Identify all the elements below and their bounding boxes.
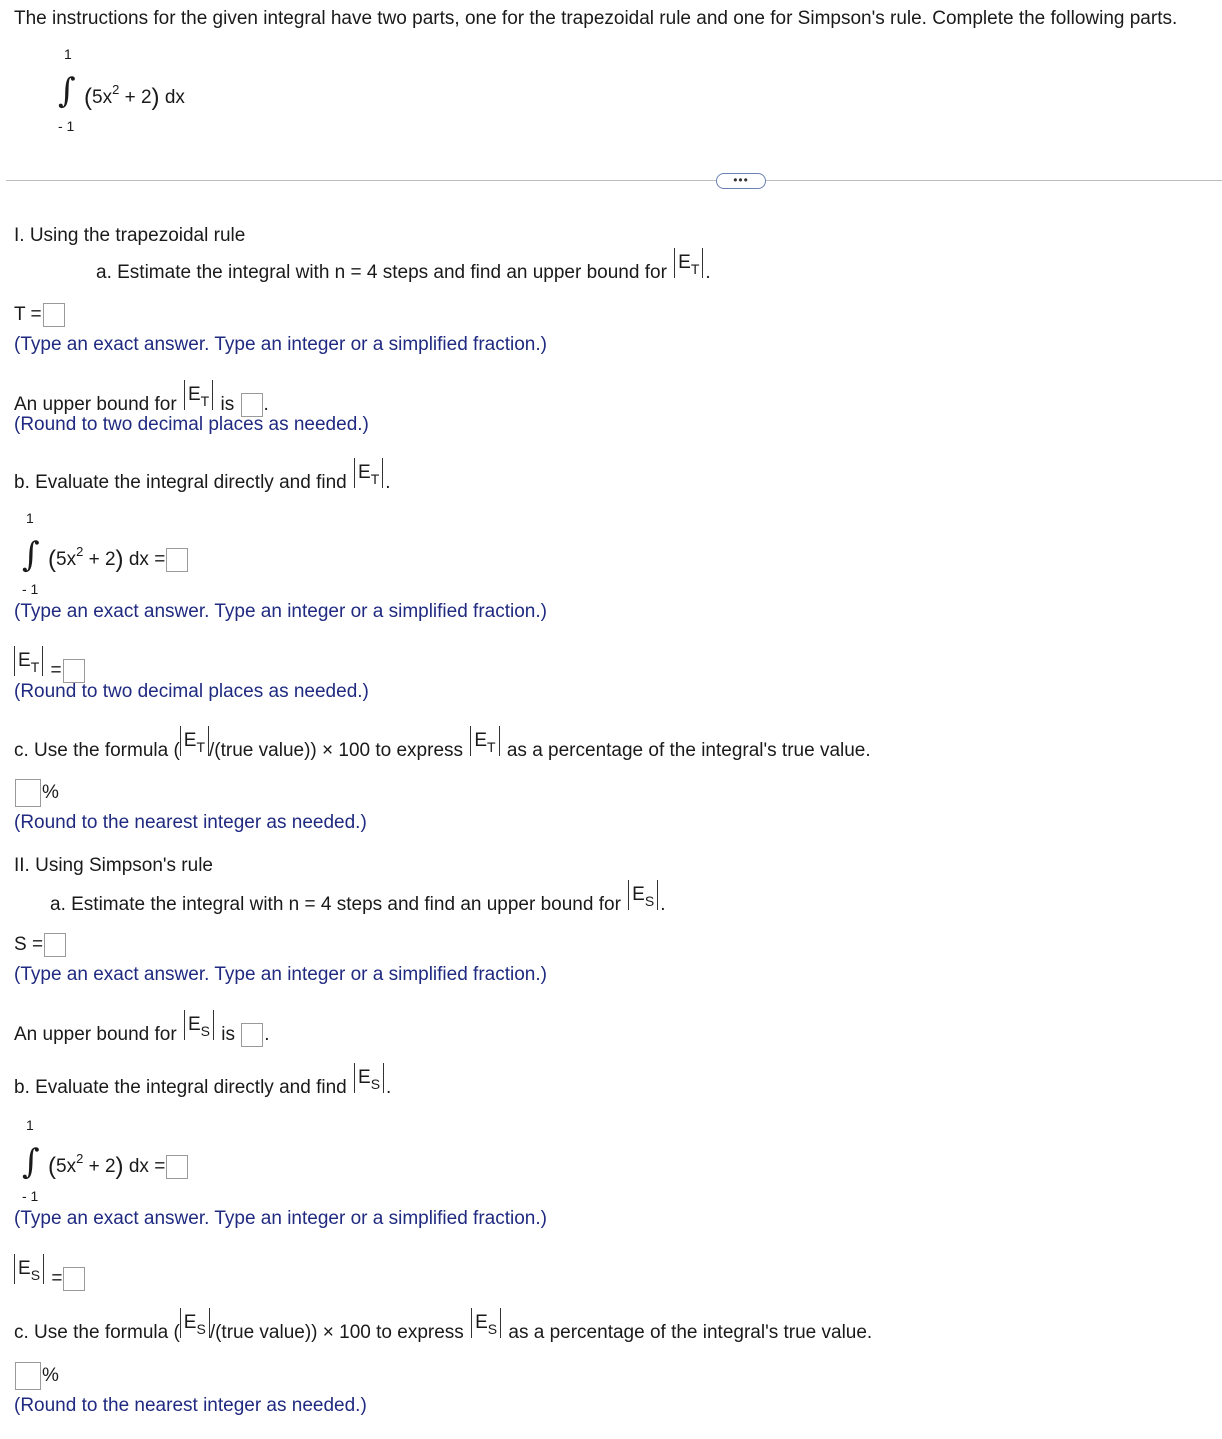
- integrand: $(5x^2 + 2)$ dx: [84, 82, 185, 111]
- percent-trap-row: %: [14, 779, 59, 807]
- abs-error-trap: $E_T$: [674, 248, 703, 278]
- part1-b-text: b. Evaluate the integral directly and find $E_T$ .: [14, 458, 391, 494]
- S-row: [14, 933, 67, 957]
- ET-input[interactable]: [63, 659, 85, 683]
- T-answer-input[interactable]: [43, 303, 65, 327]
- percent-simpson-row: %: [14, 1362, 59, 1390]
- part2-heading: II. Using Simpson's rule: [14, 855, 213, 876]
- ET-row: $E_T$ =: [14, 646, 86, 683]
- integral-sign: ∫: [58, 71, 76, 111]
- upper-bound-simpson-input[interactable]: [241, 1023, 263, 1047]
- part1-a-text: a. Estimate the integral with n = 4 steps and find an upper bound for $E_T$ .: [96, 248, 711, 284]
- integral-value-trap-input[interactable]: [166, 548, 188, 572]
- T-row: [14, 303, 66, 327]
- ES-row: $E_S$ =: [14, 1254, 86, 1291]
- S-answer-input[interactable]: [44, 933, 66, 957]
- part1-heading: I. Using the trapezoidal rule: [14, 225, 246, 246]
- hint-exact: (Type an exact answer. Type an integer or a simplified fraction.): [14, 334, 547, 355]
- S-label: S =: [14, 934, 44, 956]
- percent-simpson-input[interactable]: [15, 1362, 41, 1390]
- lower-limit: - 1: [58, 118, 75, 134]
- T-label: T =: [14, 304, 42, 326]
- integral-value-simpson-input[interactable]: [166, 1155, 188, 1179]
- hint-round2-2: (Round to two decimal places as needed.): [14, 681, 369, 702]
- hint-nearest: (Round to the nearest integer as needed.): [14, 812, 367, 833]
- part2-c-text: c. Use the formula ( $E_S$ /(true value)) × 100 to express $E_S$ as a percentage of the integral's true value.: [14, 1308, 872, 1344]
- ES-input[interactable]: [63, 1267, 85, 1291]
- percent-trap-input[interactable]: [15, 779, 41, 807]
- hint-exact-3: (Type an exact answer. Type an integer or a simplified fraction.): [14, 964, 547, 985]
- upper-limit: 1: [64, 46, 72, 62]
- part2-a-text: a. Estimate the integral with n = 4 steps and find an upper bound for $E_S$ .: [50, 880, 665, 916]
- part2-b-text: b. Evaluate the integral directly and find $E_S$ .: [14, 1063, 391, 1099]
- upper-bound-trap-row: An upper bound for $E_T$ is .: [14, 380, 269, 417]
- abs-error-simpson: $E_S$: [628, 880, 658, 910]
- intro-text: The instructions for the given integral have two parts, one for the trapezoidal rule and one for Simpson's rule. Complete the following parts.: [14, 8, 1178, 29]
- part1-c-text: c. Use the formula ( $E_T$ /(true value)) × 100 to express $E_T$ as a percentage of the integral's true value.: [14, 726, 871, 762]
- hint-exact-2: (Type an exact answer. Type an integer or a simplified fraction.): [14, 601, 547, 622]
- hint-round2: (Round to two decimal places as needed.): [14, 414, 369, 435]
- hint-nearest-2: (Round to the nearest integer as needed.): [14, 1395, 367, 1416]
- section-divider: [6, 180, 1222, 181]
- more-options-button[interactable]: •••: [716, 173, 766, 189]
- upper-bound-simpson-row: An upper bound for $E_S$ is .: [14, 1010, 270, 1047]
- hint-exact-4: (Type an exact answer. Type an integer or a simplified fraction.): [14, 1208, 547, 1229]
